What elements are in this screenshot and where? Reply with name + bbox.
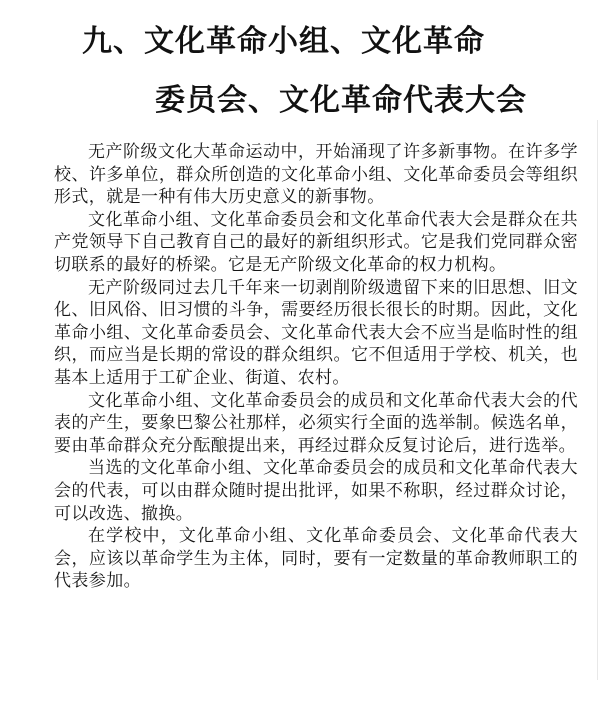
- paragraph-1: 无产阶级文化大革命运动中，开始涌现了许多新事物。在许多学校、许多单位，群众所创造的文化革命小组、文化革命委员会等组织形式，就是一种有伟大历史意义的新事物。: [54, 142, 578, 208]
- body-text: [54, 141, 578, 593]
- paragraph-5: 当选的文化革命小组、文化革命委员会的成员和文化革命代表大会的代表，可以由群众随时提出批评，如果不称职，经过群众讨论，可以改选、撤换。: [54, 458, 578, 524]
- paragraph-2: 文化革命小组、文化革命委员会和文化革命代表大会是群众在共产党领导下自己教育自己的最好的新组织形式。它是我们党同群众密切联系的最好的桥梁。它是无产阶级文化革命的权力机构。: [54, 209, 578, 275]
- heading-line-2: 委员会、文化革命代表大会: [155, 83, 527, 118]
- paragraph-4: 文化革命小组、文化革命委员会的成员和文化革命代表大会的代表的产生，要象巴黎公社那样，必须实行全面的选举制。候选名单，要由革命群众充分酝酿提出来，再经过群众反复讨论后，进行选举。: [54, 390, 578, 456]
- paragraph-3: 无产阶级同过去几千年来一切剥削阶级遗留下来的旧思想、旧文化、旧风俗、旧习惯的斗争，需要经历很长很长的时期。因此，文化革命小组、文化革命委员会、文化革命代表大会不应当是临时性的组织，而应当是长期的常设的群众组织。它不但适用于学校、机关，也基本上适用于工矿企业、街道、农村。: [54, 277, 578, 388]
- paragraph-6: 在学校中，文化革命小组、文化革命委员会、文化革命代表大会，应该以革命学生为主体，同时，要有一定数量的革命教师职工的代表参加。: [54, 526, 578, 592]
- page-edge-rule: [597, 120, 598, 680]
- heading-line-1: 九、文化革命小组、文化革命: [82, 24, 485, 59]
